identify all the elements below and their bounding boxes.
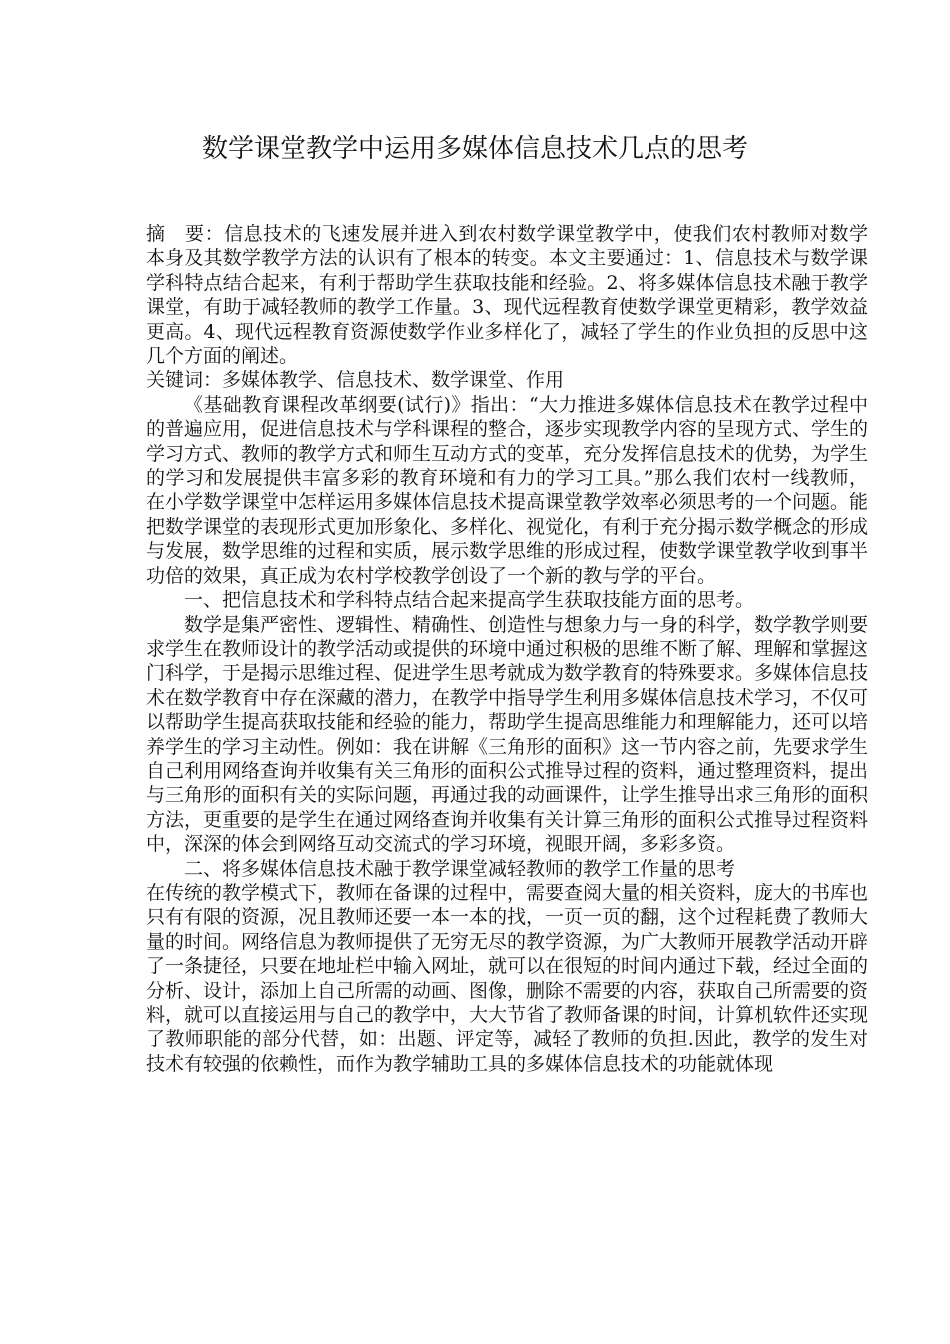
document-title: 数学课堂教学中运用多媒体信息技术几点的思考 [201, 134, 748, 164]
section-2-paragraph: 在传统的教学模式下，教师在备课的过程中，需要查阅大量的相关资料，庞大的书库也只有有限的资源，况且教师还要一本一本的找，一页一页的翻，这个过程耗费了教师大量的时间。网络信息为教师提供了无穷无尽的教学资源，为广大教师开展教学活动开辟了一条捷径，只要在地址栏中输入网址，就可以在很短的时间内通过下载，经过全面的分析、设计，添加上自己所需的动画、图像，删除不需要的内容，获取自己所需要的资料，就可以直接运用与自己的教学中，大大节省了教师备课的时间，计算机软件还实现了教师职能的部分代替，如：出题、评定等，减轻了教师的负担.因此，教学的发生对技术有较强的依赖性，而作为教学辅助工具的多媒体信息技术的功能就体现 [146, 881, 869, 1075]
abstract-text: 信息技术的飞速发展并进入到农村数学课堂教学中，使我们农村教师对数学本身及其数学教学方法的认识有了根本的转变。本文主要通过：1、信息技术与数学课学科特点结合起来，有利于帮助学生获取技能和经验。2、将多媒体信息技术融于教学课堂，有助于减轻教师的教学工作量。3、现代远程教育使数学课堂更精彩，教学效益更高。4、现代远程教育资源使数学作业多样化了，减轻了学生的作业负担的反思中这几个方面的阐述。 [146, 223, 868, 368]
section-1-paragraph: 数学是集严密性、逻辑性、精确性、创造性与想象力与一身的科学，数学教学则要求学生在教师设计的教学活动或提供的环境中通过积极的思维不断了解、理解和掌握这门科学，于是揭示思维过程、促进学生思考就成为数学教育的特殊要求。多媒体信息技术在数学教育中存在深藏的潜力，在教学中指导学生利用多媒体信息技术学习，不仅可以帮助学生提高获取技能和经验的能力，帮助学生提高思维能力和理解能力，还可以培养学生的学习主动性。例如：我在讲解《三角形的面积》这一节内容之前，先要求学生自己利用网络查询并收集有关三角形的面积公式推导过程的资料，通过整理资料，提出与三角形的面积有关的实际问题，再通过我的动画课件，让学生推导出求三角形的面积方法，更重要的是学生在通过网络查询并收集有关计算三角形的面积公式推导过程资料中，深深的体会到网络互动交流式的学习环境，视眼开阔，多彩多资。 [146, 613, 869, 856]
document-body [146, 222, 868, 1076]
intro-paragraph: 《基础教育课程改革纲要(试行)》指出：“大力推进多媒体信息技术在教学过程中的普遍应用，促进信息技术与学科课程的整合，逐步实现教学内容的呈现方式、学生的学习方式、教师的教学方式和师生互动方式的变革，充分发挥信息技术的优势，为学生的学习和发展提供丰富多彩的教育环境和有力的学习工具。”那么我们农村一线教师，在小学数学课堂中怎样运用多媒体信息技术提高课堂教学效率必须思考的一个问题。能把数学课堂的表现形式更加形象化、多样化、视觉化，有利于充分揭示数学概念的形成与发展，数学思维的过程和实质，展示数学思维的形成过程，使数学课堂教学收到事半功倍的效果，真正成为农村学校教学创设了一个新的教与学的平台。 [146, 393, 869, 587]
section-heading-2: 二、将多媒体信息技术融于教学课堂减轻教师的教学工作量的思考 [184, 857, 736, 880]
section-heading-1: 一、把信息技术和学科特点结合起来提高学生获取技能方面的思考。 [184, 589, 755, 612]
keywords-line: 关键词：多媒体教学、信息技术、数学课堂、作用 [146, 369, 565, 392]
abstract-paragraph [146, 222, 868, 368]
abstract-label: 摘 要： [146, 223, 225, 245]
